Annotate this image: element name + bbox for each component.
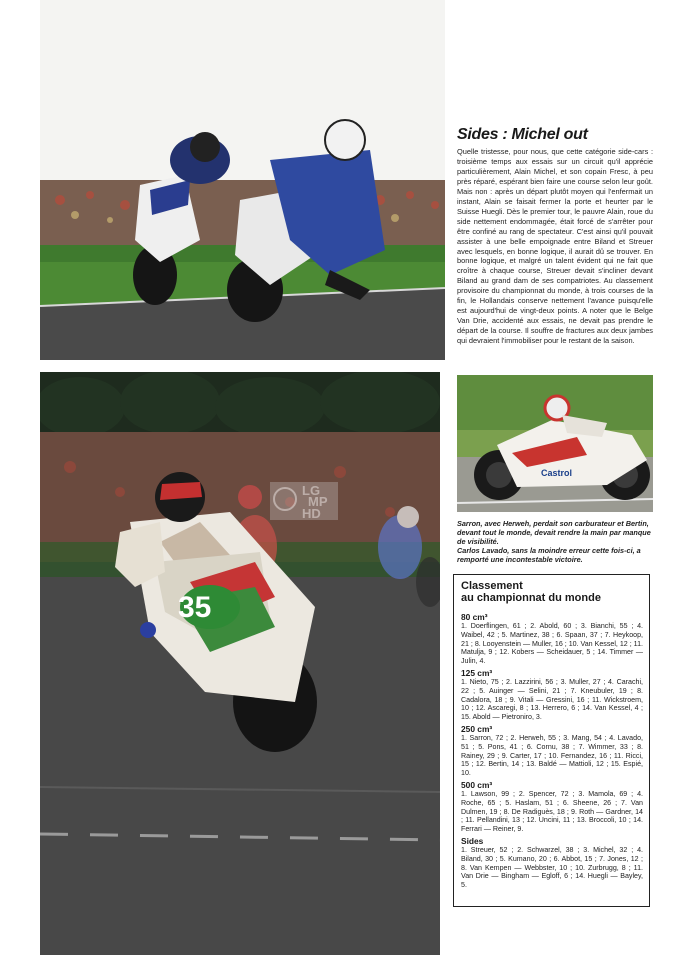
photo-sidecar-rider [457, 375, 653, 512]
category-results: 1. Nieto, 75 ; 2. Lazzirini, 56 ; 3. Muller, 27 ; 4. Carachi, 22 ; 5. Auinger — Selini, 21 ; 7. Kneubuler, 19 ; 8. Cadalora, 18 ; 9. Vitali — Gressini, 16 ; 11. Wickstroem, 10 ; 12. Ascaregi, 8 ; 13. Herrero, 6 ; 14. Van Kessel, 4 ; 15. Abold — Pietroniro, 3. [461, 677, 643, 722]
motorcycle-racing-photo-icon [40, 0, 445, 360]
standings-category [461, 724, 643, 778]
motorcycle-racing-photo-icon [457, 375, 653, 512]
category-results: 1. Sarron, 72 ; 2. Herweh, 55 ; 3. Mang, 54 ; 4. Lavado, 51 ; 5. Pons, 41 ; 6. Cornu, 38 ; 7. Wimmer, 33 ; 8. Rainey, 29 ; 9. Carter, 17 ; 10. Fernandez, 16 ; 11. Ricci, 15 ; 12. Bertin, 14 ; 13. Baldé — Mattioli, 12 ; 15. Espié, 10. [461, 733, 643, 778]
standings-category [461, 612, 643, 666]
standings-box [453, 574, 650, 907]
category-results: 1. Streuer, 52 ; 2. Schwarzel, 38 ; 3. Michel, 32 ; 4. Biland, 30 ; 5. Kumano, 20 ; 6. Abbot, 15 ; 7. Jones, 12 ; 8. Van Kempen — Webbster, 10 ; 10. Zurbrugg, 8 ; 11. Van Drie — Bingham — Egloff, 6 ; 14. Huegli — Bayley, 5. [461, 845, 643, 890]
article-title: Sides : Michel out [457, 126, 588, 143]
motorcycle-racing-photo-icon [40, 372, 440, 955]
race-number: 35 [178, 591, 212, 624]
photo-caption [457, 519, 653, 564]
standings-title-line-1: Classement [461, 580, 523, 592]
standings-category [461, 668, 643, 722]
watermark-line-1: LG [302, 483, 321, 498]
watermark-line-3: HD [302, 506, 321, 520]
category-heading: 500 cm³ [461, 779, 493, 790]
caption-line-1: Sarron, avec Herweh, perdait son carburateur et Bertin, devant tout le monde, devait rendre la main par manque de visibilité. [457, 519, 651, 546]
category-heading: Sides [461, 835, 484, 846]
standings-category [461, 780, 643, 834]
category-heading: 250 cm³ [461, 723, 493, 734]
fairing-sponsor-text: Castrol [541, 468, 573, 478]
standings-title-line-2: au championnat du monde [461, 592, 601, 604]
caption-line-2: Carlos Lavado, sans la moindre erreur cette fois-ci, a remporté une incontestable victoire. [457, 546, 641, 564]
article-body: Quelle tristesse, pour nous, que cette catégorie side-cars : troisième temps aux essais sur un circuit qu'il apprécie particulièrement, Alain Michel, et son copain Fresc, à peu près réparé, espérant bien faire une course selon leur goût. Mais non : après un départ plutôt moyen qui l'enfermait un instant, Alain se faisait fermer la porte et heurter par le Suisse Huegli. Dès le premier tour, le pauvre Alain, roue du side nettement endommagée, était forcé de s'arrêter pour être confiné au rang de spectateur. C'est ainsi qu'il pouvait assister à une belle empoignade entre Biland et Streuer avec lesquels, en bonne logique, il aurait dû se trouver. En bonne logique, et malgré un talent évident qui ne fait que croître à chaque course, Streuer devait s'incliner devant Biland au grand dam de ses compatriotes. Au classement provisoire du championnat du monde, à trois courses de la fin, le Hollandais conserve nettement l'avance puisqu'elle est aujourd'hui de vingt-deux points. A noter que le Belge Van Drie, accidenté aux essais, ne devait pas prendre le départ de la course. Il souffre de fractures aux deux jambes qui devraient l'immobiliser pour le restant de la saison. [457, 147, 653, 346]
category-heading: 125 cm³ [461, 667, 493, 678]
category-heading: 80 cm³ [461, 612, 488, 622]
standings-category [461, 836, 643, 890]
watermark-logo [270, 482, 338, 520]
category-results: 1. Doerflingen, 61 ; 2. Abold, 60 ; 3. Bianchi, 55 ; 4. Waibel, 42 ; 5. Martinez, 38 ; 6. Spaan, 37 ; 7. Heykoop, 21 ; 8. Looyenstein — Muller, 16 ; 10. Van Kessel, 12 ; 11. Matulja, 9 ; 12. Kobers — Scheidauer, 5 ; 14. Timmer — Julin, 4. [461, 622, 643, 666]
photo-two-riders [40, 0, 445, 360]
standings-title [461, 580, 643, 604]
watermark-line-2: MP [308, 494, 328, 509]
photo-lavado-35 [40, 372, 440, 955]
category-results: 1. Lawson, 99 ; 2. Spencer, 72 ; 3. Mamola, 69 ; 4. Roche, 65 ; 5. Haslam, 51 ; 6. Sheene, 26 ; 7. Van Dulmen, 19 ; 8. De Radiguès, 18 ; 9. Roth — Gardner, 14 ; 11. Pellandini, 13 ; 12. Uncini, 11 ; 13. Broccoli, 10 ; 14. Ferrari — Reiner, 9. [461, 789, 643, 834]
